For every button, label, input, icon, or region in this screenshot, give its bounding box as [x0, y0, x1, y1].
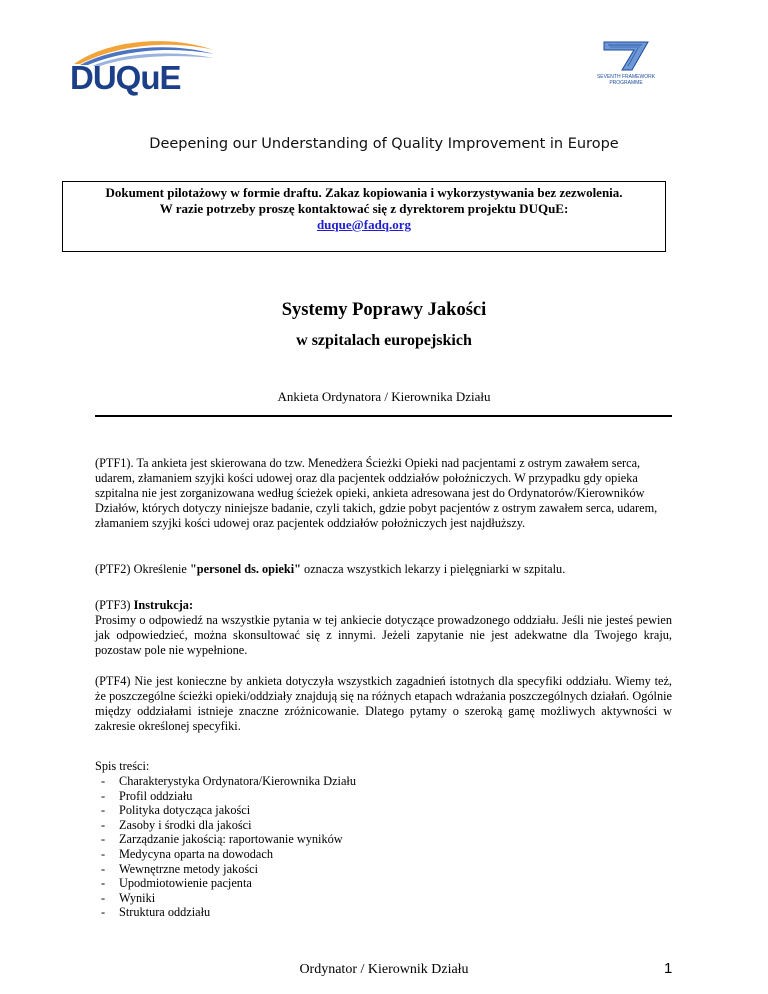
contact-email-link[interactable]: duque@fadq.org — [316, 217, 412, 232]
toc-item-label: Charakterystyka Ordynatora/Kierownika Działu — [119, 774, 356, 788]
toc-item: - Polityka dotycząca jakości — [101, 803, 251, 818]
duque-logo — [68, 36, 216, 100]
toc-item: - Upodmiotowienie pacjenta — [101, 876, 252, 891]
ptf2-paragraph — [95, 562, 672, 577]
ptf1-paragraph: (PTF1). Ta ankieta jest skierowana do tzw. Menedżera Ścieżki Opieki nad pacjentami z ostrym zawałem serca, udarem, złamaniem szyjki kości udowej oraz dla pacjentek oddziałów położniczych. W przypadku gdy opieka szpitalna nie jest zorganizowana według ścieżek opieki, ankieta adresowana jest do Ordynatorów/Kierowników Działów, których dotyczy niniejsze badanie, czyli takich, gdzie pobyt pacjentów z ostrym zawałem serca, udarem, złamaniem szyjki kości udowej oraz pacjentek oddziałów położniczych jest najdłuższy. — [95, 456, 658, 530]
ptf3-prefix: (PTF3) — [95, 598, 134, 612]
ptf3-text: Prosimy o odpowiedź na wszystkie pytania w tej ankiecie dotyczące prowadzonego oddziału. Jeśli nie jesteś pewien jak odpowiedzieć, można skonsultować się z innymi. Jeżeli zapytanie nie jest adekwatne dla Twojego kraju, pozostaw pole nie wypełnione. — [95, 613, 672, 657]
ptf4-paragraph: (PTF4) Nie jest konieczne by ankieta dotyczyła wszystkich zagadnień istotnych dla specyfiki oddziału. Wiemy też, że poszczególne ścieżki opieki/oddziały znajdują się na różnych etapach wdrażania poszczególnych działań. Ogólnie między oddziałami istnieje znaczne zróżnicowanie. Dlatego pytamy o szeroką gamę możliwych aktywności w zakresie określonej specyfiki. — [95, 674, 672, 733]
fp7-emblem-icon — [578, 36, 670, 76]
toc-item-label: Medycyna oparta na dowodach — [119, 846, 273, 861]
duque-logo-text: DUQuE — [70, 59, 181, 96]
fp7-logo — [578, 36, 670, 96]
toc-item: - Profil oddziału — [101, 788, 193, 803]
notice-line-1: Dokument pilotażowy w formie draftu. Zakaz kopiowania i wykorzystywania bez zezwolenia. — [105, 185, 623, 200]
toc-item-label: Wyniki — [119, 890, 156, 905]
toc-item-label: Polityka dotycząca jakości — [119, 803, 251, 818]
toc-item-label: Struktura oddziału — [119, 905, 211, 920]
toc-list — [95, 774, 356, 920]
notice-box — [62, 181, 666, 252]
page-footer: Ordynator / Kierownik Działu — [299, 962, 469, 977]
fp7-caption: SEVENTH FRAMEWORK PROGRAMME — [596, 74, 656, 86]
document-title: Systemy Poprawy Jakości — [281, 300, 487, 320]
notice-line-2: W razie potrzeby proszę kontaktować się z dyrektorem projektu DUQuE: — [159, 201, 569, 216]
ptf3-heading: Instrukcja: — [133, 598, 194, 612]
toc-item: - Zarządzanie jakością: raportowanie wyników — [101, 832, 343, 847]
toc-heading: Spis treści: — [95, 759, 150, 773]
ptf2-prefix: (PTF2) Określenie — [95, 562, 190, 576]
ptf2-suffix: oznacza wszystkich lekarzy i pielęgniarki w szpitalu. — [300, 562, 566, 576]
toc-item: - Charakterystyka Ordynatora/Kierownika Działu — [101, 774, 356, 788]
survey-type: Ankieta Ordynatora / Kierownika Działu — [277, 389, 491, 404]
toc-item-label: Zarządzanie jakością: raportowanie wyników — [119, 832, 343, 847]
ptf3-paragraph — [95, 598, 672, 658]
toc-item: - Wyniki — [101, 890, 156, 905]
toc-item-label: Profil oddziału — [119, 788, 193, 803]
project-subtitle: Deepening our Understanding of Quality Improvement in Europe — [149, 136, 619, 152]
toc-item: - Wewnętrzne metody jakości — [101, 861, 259, 876]
toc-item-label: Upodmiotowienie pacjenta — [119, 876, 252, 891]
ptf2-term: "personel ds. opieki" — [189, 562, 301, 576]
title-divider — [95, 415, 672, 417]
page-number: 1 — [664, 960, 673, 977]
toc-item: - Zasoby i środki dla jakości — [101, 817, 252, 832]
document-subtitle: w szpitalach europejskich — [296, 332, 472, 349]
toc-item: - Struktura oddziału — [101, 905, 211, 920]
toc-item: - Medycyna oparta na dowodach — [101, 846, 273, 861]
toc-item-label: Wewnętrzne metody jakości — [119, 861, 259, 876]
toc-item-label: Zasoby i środki dla jakości — [119, 817, 252, 832]
